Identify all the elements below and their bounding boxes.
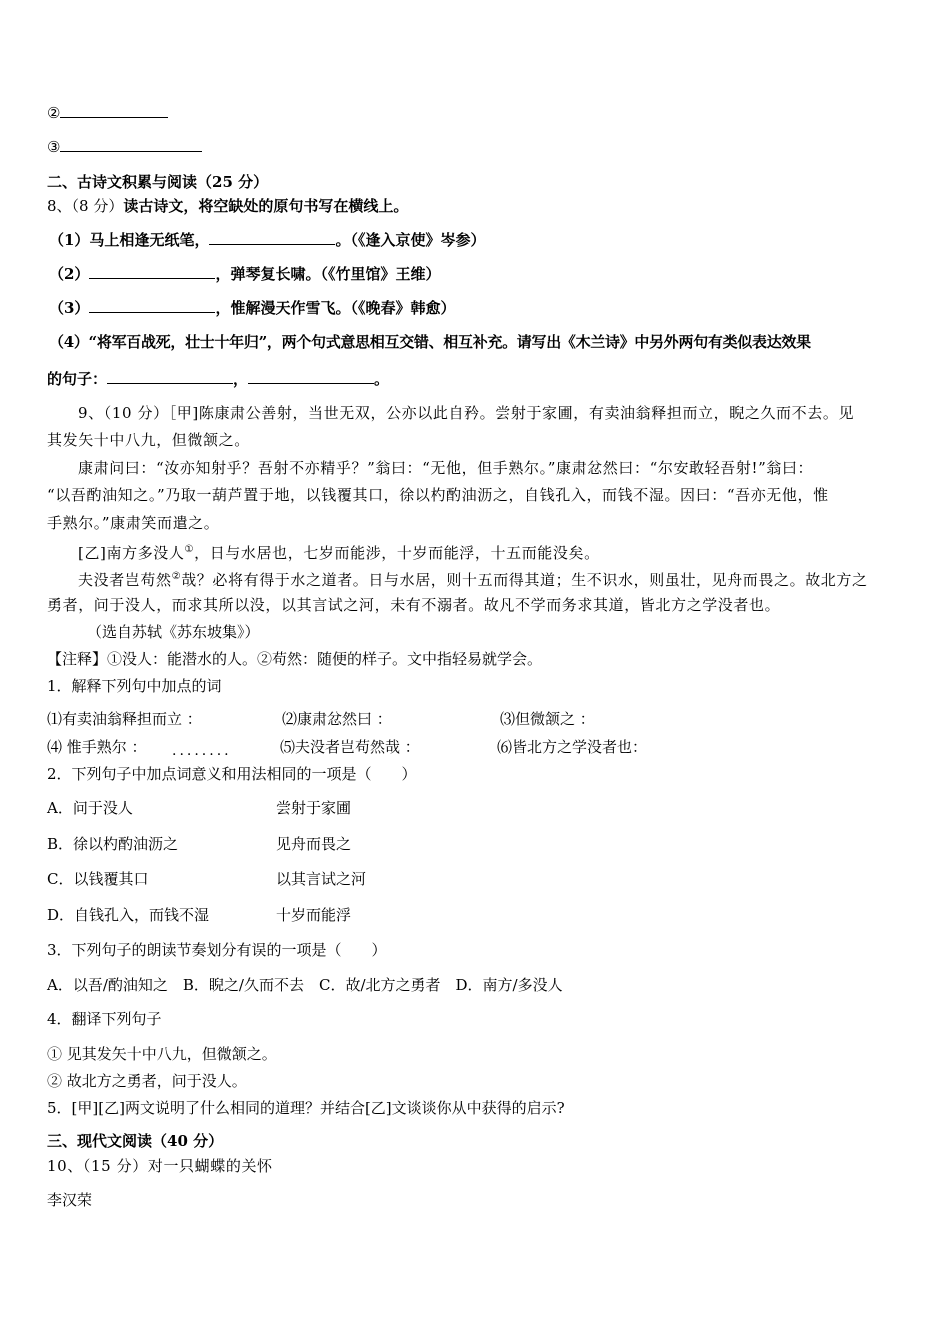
emphasis-dots: ........ <box>172 743 232 759</box>
q9-p3-text-a: [乙]南方多没人 <box>78 544 185 562</box>
q8-instruction: 读古诗文，将空缺处的原句书写在横线上。 <box>123 197 409 215</box>
sq2-option-d-compare: 十岁而能浮 <box>276 906 352 924</box>
q10-title: 10、（15 分）对一只蝴蝶的关怀 <box>47 1157 273 1175</box>
q8-line5 <box>47 368 389 389</box>
q8-line2 <box>49 263 440 284</box>
sq1-item-3: ⑶但微颔之 ： <box>500 710 595 728</box>
q9-p4-text-b: 哉？必将有得于水之道者。日与水居，则十五而得其道；生不识水，则虽壮，见舟而畏之。故北方之 <box>181 571 868 589</box>
blank[interactable] <box>60 102 168 118</box>
sq4-sentence-1: ① 见其发矢十中八九，但微颔之。 <box>47 1045 277 1063</box>
q9-p2c: 手熟尔。”康肃笑而遣之。 <box>47 514 220 532</box>
q9-p1a: 9、（10 分）［甲]陈康肃公善射，当世无双，公亦以此自矜。尝射于家圃，有卖油翁释担而立，睨之久而不去。见 <box>78 404 855 422</box>
marker-2: ② <box>47 104 61 122</box>
marker-3: ③ <box>47 138 61 156</box>
blank[interactable] <box>107 368 233 384</box>
q9-p3-text-b: ，日与水居也，七岁而能涉，十岁而能浮，十五而能没矣。 <box>194 544 600 562</box>
q8-line2-text-b: ，弹琴复长啸。（《竹里馆》王维） <box>215 265 441 283</box>
q8-stem <box>47 196 408 216</box>
q8-line1-text-b: 。（《逢入京使》岑参） <box>335 231 486 249</box>
q8-line3-text-a: （3） <box>49 299 90 317</box>
sq3-options: A．以吾/酌油知之 B．睨之/久而不去 C．故/北方之勇者 D．南方/多没人 <box>47 976 563 994</box>
q8-line5-text-a: 的句子： <box>47 370 108 388</box>
sq1-item-5: ⑸夫没者岂苟然哉 ： <box>280 738 420 756</box>
footnote-ref-1: ① <box>184 544 195 555</box>
sq2-option-a: A．问于没人 <box>47 799 133 817</box>
q9-p1b: 其发矢十中八九，但微颔之。 <box>47 431 250 449</box>
sq2-option-b-compare: 见舟而畏之 <box>276 835 352 853</box>
q8-line3 <box>49 297 455 318</box>
answer-line-3 <box>47 136 202 157</box>
q8-line2-text-a: （2） <box>49 265 90 283</box>
sq1-item-4: ⑷ 惟手熟尔 ： <box>47 738 147 756</box>
q9-p2b: “以吾酌油知之。”乃取一葫芦置于地，以钱覆其口，徐以杓酌油沥之，自钱孔入，而钱不湿。因曰：“吾亦无他，惟 <box>47 486 829 504</box>
sq2-option-b: B．徐以杓酌油沥之 <box>47 835 179 853</box>
author: 李汉荣 <box>47 1191 93 1209</box>
sq4-sentence-2: ② 故北方之勇者，问于没人。 <box>47 1072 247 1090</box>
q9-note: 【注释】①没人：能潜水的人。②苟然：随便的样子。文中指轻易就学会。 <box>47 650 543 668</box>
q9-p4a <box>78 567 868 590</box>
sq1-title: 1．解释下列句中加点的词 <box>47 677 222 695</box>
sq1-item-6: ⑹皆北方之学没者也： <box>497 738 648 756</box>
q8-line5-comma: ， <box>233 370 249 388</box>
sq2-title: 2．下列句子中加点词意义和用法相同的一项是（ ） <box>47 765 417 783</box>
blank[interactable] <box>89 297 215 313</box>
q8-number: 8、（8 分） <box>47 197 124 215</box>
sq2-option-c: C．以钱覆其口 <box>47 870 149 888</box>
blank[interactable] <box>60 136 202 152</box>
section3-heading: 三、现代文阅读（40 分） <box>47 1132 224 1150</box>
q9-source: （选自苏轼《苏东坡集》） <box>87 623 260 641</box>
footnote-ref-2: ② <box>171 571 182 582</box>
sq2-option-d: D．自钱孔入，而钱不湿 <box>47 906 210 924</box>
sq1-item-2: ⑵康肃忿然曰 ： <box>282 710 392 728</box>
sq3-title: 3．下列句子的朗读节奏划分有误的一项是（ ） <box>47 941 387 959</box>
q8-line4: （4）“将军百战死，壮士十年归”，两个句式意思相互交错、相互补充。请写出《木兰诗》中另外两句有类似表达效果 <box>49 333 811 351</box>
blank[interactable] <box>209 229 335 245</box>
q8-line3-text-b: ，惟解漫天作雪飞。（《晚春》韩愈） <box>215 299 456 317</box>
section2-heading: 二、古诗文积累与阅读（25 分） <box>47 173 269 191</box>
q9-p2a: 康肃问曰：“汝亦知射乎？吾射不亦精乎？”翁曰：“无他，但手熟尔。”康肃忿然曰：“尔安敢轻吾射!”翁曰： <box>78 459 814 477</box>
q9-p3 <box>78 540 600 563</box>
q8-line5-period: 。 <box>374 370 390 388</box>
sq2-option-a-compare: 尝射于家圃 <box>276 799 352 817</box>
q9-p4c: 勇者，问于没人，而求其所以没，以其言试之河，未有不溺者。故凡不学而务求其道，皆北方之学没者也。 <box>47 596 781 614</box>
sq1-item-1: ⑴有卖油翁释担而立 ： <box>47 710 202 728</box>
q8-line1-text-a: （1）马上相逢无纸笔， <box>49 231 210 249</box>
answer-line-2 <box>47 102 168 123</box>
blank[interactable] <box>89 263 215 279</box>
sq5-title: 5．[甲][乙]两文说明了什么相同的道理？并结合[乙]文谈谈你从中获得的启示? <box>47 1099 565 1117</box>
blank[interactable] <box>248 368 374 384</box>
q9-p4-text-a: 夫没者岂苟然 <box>78 571 172 589</box>
sq4-title: 4．翻译下列句子 <box>47 1010 162 1028</box>
q8-line1 <box>49 229 485 250</box>
sq2-option-c-compare: 以其言试之河 <box>276 870 367 888</box>
